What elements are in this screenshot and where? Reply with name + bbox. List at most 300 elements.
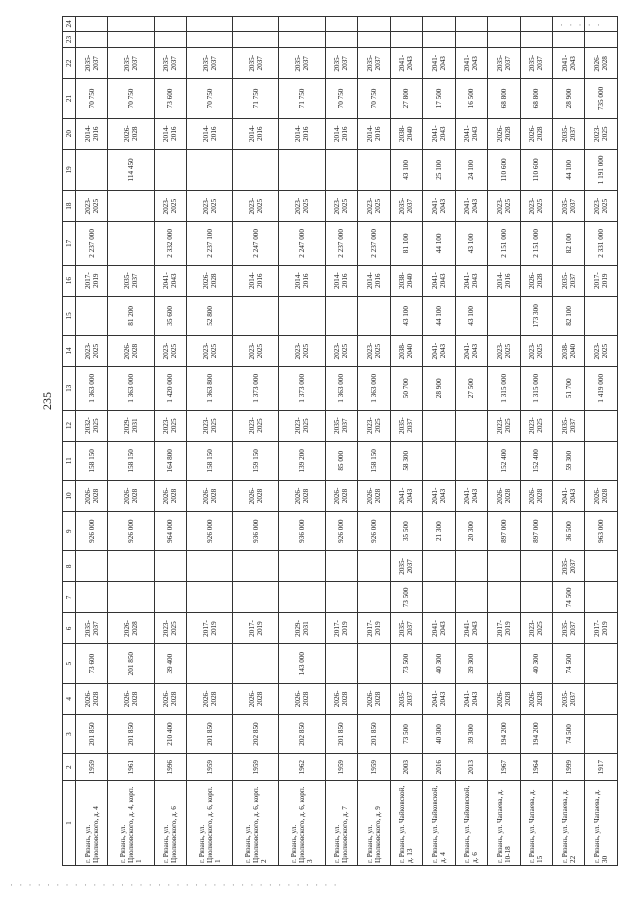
table-cell: 2041-2043: [423, 613, 455, 644]
table-cell: 2035-2037: [154, 48, 186, 79]
table-cell: 1 363 000: [325, 367, 357, 410]
table-cell: [233, 644, 279, 683]
table-cell: 2023-2025: [76, 191, 108, 222]
table-cell: [520, 31, 552, 48]
table-cell: 2026-2028: [154, 683, 186, 714]
table-cell: 936 000: [279, 511, 325, 550]
table-cell: 2014-2016: [154, 118, 186, 149]
table-cell: 158 150: [358, 441, 390, 480]
table-cell: [358, 644, 390, 683]
table-cell: 2041-2043: [552, 480, 584, 511]
table-cell: 158 150: [187, 441, 233, 480]
table-cell: 173 300: [520, 296, 552, 335]
table-cell: 2026-2028: [108, 118, 154, 149]
table-cell: [325, 17, 357, 32]
table-cell: 70 750: [358, 79, 390, 118]
address-cell: г. Рязань, ул. Циолковского, д. 7: [325, 781, 357, 866]
table-cell: 40 300: [423, 644, 455, 683]
table-cell: 2035-2037: [358, 48, 390, 79]
table-cell: 2035-2037: [390, 683, 422, 714]
table-cell: 2014-2016: [325, 118, 357, 149]
table-cell: 1959: [233, 754, 279, 781]
table-cell: 43 100: [390, 149, 422, 190]
table-cell: 201 850: [108, 644, 154, 683]
table-cell: [488, 551, 520, 582]
table-cell: 152 400: [488, 441, 520, 480]
table-cell: 926 000: [358, 511, 390, 550]
table-cell: 40 300: [520, 644, 552, 683]
table-cell: 2041-2043: [423, 118, 455, 149]
table-cell: [585, 296, 618, 335]
column-header: 3: [63, 714, 76, 753]
table-cell: 2038-2040: [390, 118, 422, 149]
table-cell: [279, 296, 325, 335]
table-cell: [108, 582, 154, 613]
table-cell: 82 100: [552, 296, 584, 335]
table-cell: 2 247 000: [233, 222, 279, 265]
table-cell: 1996: [154, 754, 186, 781]
table-cell: [585, 683, 618, 714]
address-cell: г. Рязань, ул. Чайковской, д. 4: [423, 781, 455, 866]
column-header: 5: [63, 644, 76, 683]
table-cell: 2023-2025: [279, 191, 325, 222]
table-cell: 2023-2025: [358, 336, 390, 367]
table-cell: 70 750: [187, 79, 233, 118]
table-row: [488, 17, 520, 866]
table-cell: 2035-2037: [76, 613, 108, 644]
table-cell: 897 000: [488, 511, 520, 550]
table-cell: [76, 551, 108, 582]
table-cell: 2023-2025: [187, 336, 233, 367]
table-row: [455, 17, 487, 866]
table-cell: 70 750: [108, 79, 154, 118]
address-cell: г. Рязань, ул. Циолковского, д. 9: [358, 781, 390, 866]
table-cell: 2026-2028: [233, 683, 279, 714]
table-cell: 1959: [187, 754, 233, 781]
table-cell: 2014-2016: [488, 265, 520, 296]
table-cell: 2023-2025: [520, 613, 552, 644]
table-cell: 1 315 000: [488, 367, 520, 410]
table-cell: 1962: [279, 754, 325, 781]
table-cell: 2014-2016: [279, 265, 325, 296]
table-cell: [358, 31, 390, 48]
column-header: 23: [63, 31, 76, 48]
table-cell: 1 373 000: [233, 367, 279, 410]
table-cell: 1 363 000: [76, 367, 108, 410]
table-cell: 1961: [108, 754, 154, 781]
table-cell: 2023-2025: [154, 191, 186, 222]
table-cell: [108, 191, 154, 222]
table-cell: 2017-2019: [358, 613, 390, 644]
table-cell: 202 850: [279, 714, 325, 753]
column-header: 2: [63, 754, 76, 781]
table-cell: [108, 222, 154, 265]
table-cell: 2023-2025: [358, 410, 390, 441]
table-cell: 43 100: [455, 296, 487, 335]
table-cell: 2041-2043: [455, 480, 487, 511]
table-cell: 2035-2037: [488, 48, 520, 79]
table-cell: 2035-2037: [390, 410, 422, 441]
table-cell: 2026-2028: [358, 480, 390, 511]
table-cell: 40 300: [423, 714, 455, 753]
table-cell: 2035-2037: [390, 191, 422, 222]
table-cell: 28 900: [552, 79, 584, 118]
table-cell: [325, 296, 357, 335]
table-cell: 2023-2025: [520, 336, 552, 367]
table-cell: 2035-2037: [325, 410, 357, 441]
column-header: 14: [63, 336, 76, 367]
table-cell: [233, 31, 279, 48]
table-cell: 1964: [520, 754, 552, 781]
table-cell: 202 850: [233, 714, 279, 753]
table-cell: [154, 31, 186, 48]
table-cell: 2035-2037: [552, 118, 584, 149]
table-cell: [358, 17, 390, 32]
table-cell: [358, 296, 390, 335]
table-cell: [233, 17, 279, 32]
table-cell: 2023-2025: [154, 613, 186, 644]
column-header: 16: [63, 265, 76, 296]
table-cell: 2041-2043: [423, 683, 455, 714]
table-cell: [423, 17, 455, 32]
table-cell: [76, 296, 108, 335]
table-cell: 2035-2037: [552, 191, 584, 222]
table-cell: 74 500: [552, 644, 584, 683]
table-cell: 2026-2028: [325, 683, 357, 714]
table-cell: 39 300: [455, 644, 487, 683]
table-cell: [455, 410, 487, 441]
table-cell: 73 500: [390, 714, 422, 753]
table-cell: [488, 582, 520, 613]
scan-noise: · · · · · · · · · · · · · · · · · · · · · · · · · · · · · · · · · · · ·: [10, 880, 339, 890]
table-cell: [390, 31, 422, 48]
table-cell: 2023-2025: [585, 118, 618, 149]
table-cell: 74 500: [552, 714, 584, 753]
table-cell: 2032-2025: [76, 410, 108, 441]
table-cell: 2035-2037: [390, 551, 422, 582]
table-cell: 1 419 000: [585, 367, 618, 410]
table-cell: [187, 17, 233, 32]
table-cell: 2041-2043: [390, 48, 422, 79]
table-cell: 2017-2019: [325, 613, 357, 644]
table-cell: 2035-2037: [76, 48, 108, 79]
table-cell: 20 300: [455, 511, 487, 550]
table-cell: 2038-2040: [390, 336, 422, 367]
table-cell: [325, 644, 357, 683]
table-cell: 2041-2043: [423, 191, 455, 222]
table-cell: [455, 582, 487, 613]
table-cell: 158 150: [76, 441, 108, 480]
table-cell: [325, 31, 357, 48]
table-cell: 16 500: [455, 79, 487, 118]
table-row: [325, 17, 357, 866]
scan-noise: · · · · ·: [560, 20, 602, 30]
table-cell: [520, 17, 552, 32]
table-cell: [585, 582, 618, 613]
table-cell: 201 850: [325, 714, 357, 753]
table-cell: 2041-2043: [423, 480, 455, 511]
table-cell: 73 500: [390, 644, 422, 683]
table-cell: 2041-2043: [455, 336, 487, 367]
table-cell: 50 700: [390, 367, 422, 410]
table-cell: 2 151 000: [488, 222, 520, 265]
table-cell: [455, 17, 487, 32]
table-cell: 44 100: [423, 296, 455, 335]
table-cell: 2035-2037: [233, 48, 279, 79]
table-cell: 1999: [552, 754, 584, 781]
table-cell: [76, 582, 108, 613]
table-cell: 2017-2019: [488, 613, 520, 644]
table-cell: 926 000: [108, 511, 154, 550]
address-cell: г. Рязань, ул. Чайковской, д. 6: [455, 781, 487, 866]
table-cell: 2014-2016: [358, 265, 390, 296]
table-cell: 2038-2040: [552, 336, 584, 367]
table-row: [390, 17, 422, 866]
table-cell: 2 332 000: [154, 222, 186, 265]
table-cell: [488, 296, 520, 335]
column-header: 21: [63, 79, 76, 118]
table-cell: 1 373 000: [279, 367, 325, 410]
table-cell: 59 300: [552, 441, 584, 480]
table-cell: 43 100: [455, 222, 487, 265]
table-cell: 2026-2028: [108, 480, 154, 511]
table-cell: [233, 582, 279, 613]
table-cell: 2035-2037: [325, 48, 357, 79]
table-cell: 2041-2043: [423, 336, 455, 367]
table-cell: [279, 31, 325, 48]
table-cell: 2023-2025: [233, 336, 279, 367]
address-cell: г. Рязань, ул. Циолковского, д. 6: [154, 781, 186, 866]
table-cell: 17 500: [423, 79, 455, 118]
table-cell: 1967: [488, 754, 520, 781]
table-cell: 2035-2037: [390, 613, 422, 644]
table-cell: 35 600: [154, 296, 186, 335]
rotated-table-container: [62, 16, 618, 866]
table-cell: 2035-2037: [552, 683, 584, 714]
table-row: [585, 17, 618, 866]
table-cell: 2013: [455, 754, 487, 781]
table-cell: 39 300: [455, 714, 487, 753]
table-cell: 2041-2043: [455, 613, 487, 644]
table-cell: 2041-2043: [154, 265, 186, 296]
table-cell: 2026-2028: [585, 48, 618, 79]
table-cell: 2035-2037: [552, 613, 584, 644]
table-cell: [154, 551, 186, 582]
table-cell: 2 237 000: [76, 222, 108, 265]
table-cell: 2017-2019: [585, 265, 618, 296]
table-cell: 2023-2025: [279, 336, 325, 367]
table-cell: 2 331 000: [585, 222, 618, 265]
table-cell: 164 800: [154, 441, 186, 480]
table-cell: [585, 31, 618, 48]
table-row: [423, 17, 455, 866]
table-cell: [455, 551, 487, 582]
table-cell: [358, 582, 390, 613]
table-cell: [488, 17, 520, 32]
table-cell: 110 600: [520, 149, 552, 190]
column-header: 4: [63, 683, 76, 714]
table-cell: 2026-2028: [279, 683, 325, 714]
table-cell: [520, 582, 552, 613]
table-cell: [585, 644, 618, 683]
table-cell: 43 100: [390, 296, 422, 335]
table-cell: 2023-2025: [488, 336, 520, 367]
table-cell: 936 000: [233, 511, 279, 550]
table-cell: [423, 582, 455, 613]
table-cell: 2017-2019: [585, 613, 618, 644]
table-cell: 2003: [390, 754, 422, 781]
table-cell: 1 363 000: [108, 367, 154, 410]
table-cell: [187, 582, 233, 613]
column-header: 9: [63, 511, 76, 550]
table-cell: 2023-2025: [233, 191, 279, 222]
table-cell: [187, 31, 233, 48]
table-cell: 2026-2028: [585, 480, 618, 511]
table-cell: [233, 149, 279, 190]
table-cell: [187, 644, 233, 683]
table-cell: 1 363 000: [358, 367, 390, 410]
table-cell: 81 100: [390, 222, 422, 265]
table-cell: [233, 296, 279, 335]
table-row: [187, 17, 233, 866]
table-cell: 2023-2025: [154, 410, 186, 441]
table-cell: 2017-2019: [76, 265, 108, 296]
table-cell: 2023-2025: [233, 410, 279, 441]
table-cell: 73 600: [154, 79, 186, 118]
table-cell: 44 100: [552, 149, 584, 190]
table-cell: 2026-2028: [187, 265, 233, 296]
table-cell: 58 300: [390, 441, 422, 480]
header-row: [63, 17, 76, 866]
table-cell: [279, 149, 325, 190]
table-cell: 2023-2025: [76, 336, 108, 367]
table-cell: 85 000: [325, 441, 357, 480]
table-cell: 71 750: [279, 79, 325, 118]
table-cell: [552, 31, 584, 48]
table-body: [76, 17, 618, 866]
table-cell: 2026-2028: [154, 480, 186, 511]
address-cell: г. Рязань, ул. Циолковского, д. 6, корп. 2: [233, 781, 279, 866]
table-cell: 27 500: [455, 367, 487, 410]
table-row: [233, 17, 279, 866]
table-row: [552, 17, 584, 866]
table-cell: 2023-2025: [187, 410, 233, 441]
table-cell: 2023-2025: [279, 410, 325, 441]
table-cell: 2029-2031: [108, 410, 154, 441]
table-cell: 2 237 000: [358, 222, 390, 265]
table-cell: 897 000: [520, 511, 552, 550]
table-cell: 2041-2043: [455, 118, 487, 149]
table-cell: 2026-2028: [520, 265, 552, 296]
column-header: 20: [63, 118, 76, 149]
table-cell: 2041-2043: [390, 480, 422, 511]
table-cell: 2026-2028: [488, 118, 520, 149]
table-cell: 2026-2028: [76, 480, 108, 511]
table-cell: 36 500: [552, 511, 584, 550]
table-cell: 2026-2028: [520, 683, 552, 714]
table-row: [279, 17, 325, 866]
table-cell: [187, 149, 233, 190]
address-cell: г. Рязань, ул. Чапаева, д. 30: [585, 781, 618, 866]
address-cell: г. Рязань, ул. Чапаева, д. 10-18: [488, 781, 520, 866]
table-cell: 74 500: [552, 582, 584, 613]
table-cell: 2035-2037: [108, 48, 154, 79]
table-cell: 152 400: [520, 441, 552, 480]
table-cell: 139 200: [279, 441, 325, 480]
address-cell: г. Рязань, ул. Чайковской, д. 13: [390, 781, 422, 866]
table-cell: 1959: [325, 754, 357, 781]
table-cell: [187, 551, 233, 582]
table-cell: 21 300: [423, 511, 455, 550]
table-cell: [520, 551, 552, 582]
table-cell: [76, 17, 108, 32]
table-row: [520, 17, 552, 866]
address-cell: г. Рязань, ул. Чапаева, д. 15: [520, 781, 552, 866]
table-cell: 1917: [585, 754, 618, 781]
table-cell: [423, 441, 455, 480]
table-cell: 2016: [423, 754, 455, 781]
table-cell: 1959: [76, 754, 108, 781]
table-cell: 926 000: [187, 511, 233, 550]
table-cell: [488, 644, 520, 683]
column-header: 6: [63, 613, 76, 644]
table-cell: 2023-2025: [358, 191, 390, 222]
table-cell: 44 100: [423, 222, 455, 265]
table-cell: 2023-2025: [488, 191, 520, 222]
table-cell: [108, 31, 154, 48]
table-cell: 2023-2025: [325, 191, 357, 222]
column-header: 18: [63, 191, 76, 222]
table-cell: 2023-2025: [154, 336, 186, 367]
table-cell: 210 400: [154, 714, 186, 753]
table-cell: 2 247 000: [279, 222, 325, 265]
column-header: 19: [63, 149, 76, 190]
table-cell: 2023-2025: [585, 336, 618, 367]
table-cell: [154, 17, 186, 32]
table-cell: 2035-2037: [279, 48, 325, 79]
table-cell: 2023-2025: [325, 336, 357, 367]
table-cell: [76, 31, 108, 48]
table-cell: 52 800: [187, 296, 233, 335]
column-header: 13: [63, 367, 76, 410]
table-cell: 2035-2037: [552, 410, 584, 441]
table-cell: 2038-2040: [390, 265, 422, 296]
table-cell: 2035-2037: [552, 551, 584, 582]
table-cell: 2023-2025: [520, 410, 552, 441]
table-cell: 2014-2016: [233, 265, 279, 296]
table-cell: [325, 582, 357, 613]
table-row: [358, 17, 390, 866]
table-cell: [423, 31, 455, 48]
table-cell: 25 100: [423, 149, 455, 190]
table-cell: [76, 149, 108, 190]
column-header: 17: [63, 222, 76, 265]
table-cell: [279, 551, 325, 582]
table-cell: [358, 551, 390, 582]
table-cell: 2035-2037: [552, 265, 584, 296]
capital-repair-table: [62, 16, 618, 866]
table-cell: 2041-2043: [455, 265, 487, 296]
table-cell: [423, 551, 455, 582]
table-cell: [423, 410, 455, 441]
table-cell: 24 100: [455, 149, 487, 190]
table-cell: 68 800: [488, 79, 520, 118]
table-cell: 735 000: [585, 79, 618, 118]
table-cell: 2026-2028: [488, 683, 520, 714]
address-cell: г. Рязань, ул. Циолковского, д. 4: [76, 781, 108, 866]
table-cell: 926 000: [76, 511, 108, 550]
table-cell: 1959: [358, 754, 390, 781]
